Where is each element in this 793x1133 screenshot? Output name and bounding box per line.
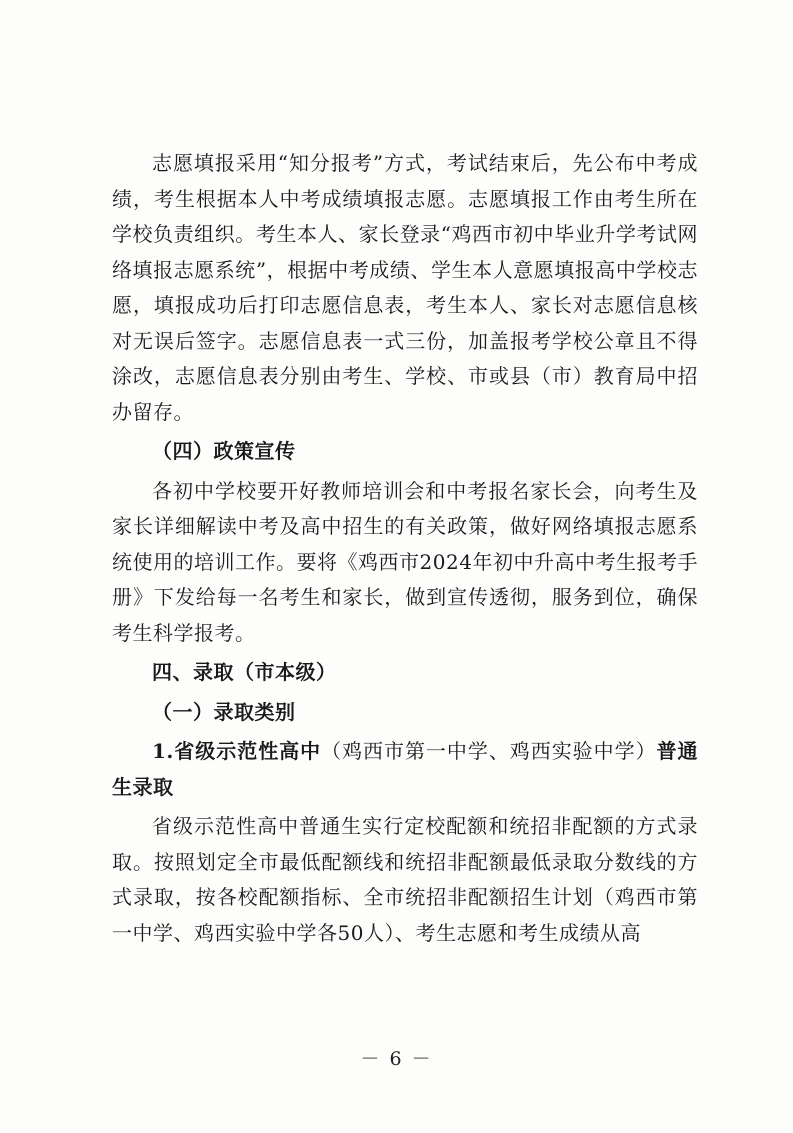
paragraph-volunteer-filling: 志愿填报采用“知分报考”方式，考试结束后，先公布中考成绩，考生根据本人中考成绩填报志愿。志愿填报工作由考生所在学校负责组织。考生本人、家长登录“鸡西市初中毕业升学考试网络填报志愿系统”，根据中考成绩、学生本人意愿填报高中学校志愿，填报成功后打印志愿信息表，考生本人、家长对志愿信息核对无误后签字。志愿信息表一式三份，加盖报考学校公章且不得涂改，志愿信息表分别由考生、学校、市或县（市）教育局中招办留存。: [112, 151, 698, 424]
document-body: [112, 146, 698, 951]
item-title-bold-tail: 普通生录取: [112, 739, 699, 799]
item-title-schools: （鸡西市第一中学、鸡西实验中学）: [321, 739, 657, 763]
heading-admission-category: （一）录取类别: [152, 699, 296, 724]
paragraph-admission-method: 省级示范性高中普通生实行定校配额和统招非配额的方式录取。按照划定全市最低配额线和统招非配额最低录取分数线的方式录取，按各校配额指标、全市统招非配额招生计划（鸡西市第一中学、鸡西实验中学各50人）、考生志愿和考生成绩从高: [112, 814, 698, 945]
section-title-admission: 四、录取（市本级）: [152, 660, 337, 684]
heading-policy-publicity: （四）政策宣传: [152, 439, 296, 463]
item-provincial-demonstration-high-school: [112, 734, 698, 805]
paragraph-policy-publicity: 各初中学校要开好教师培训会和中考报名家长会，向考生及家长详细解读中考及高中招生的有关政策，做好网络填报志愿系统使用的培训工作。要将《鸡西市2024年初中升高中考生报考手册》下发给每一名考生和家长，做到宣传透彻，服务到位，确保考生科学报考。: [112, 478, 698, 645]
item-title-bold: 1.省级示范性高中: [152, 739, 322, 763]
page-number: － 6 －: [360, 1048, 433, 1070]
